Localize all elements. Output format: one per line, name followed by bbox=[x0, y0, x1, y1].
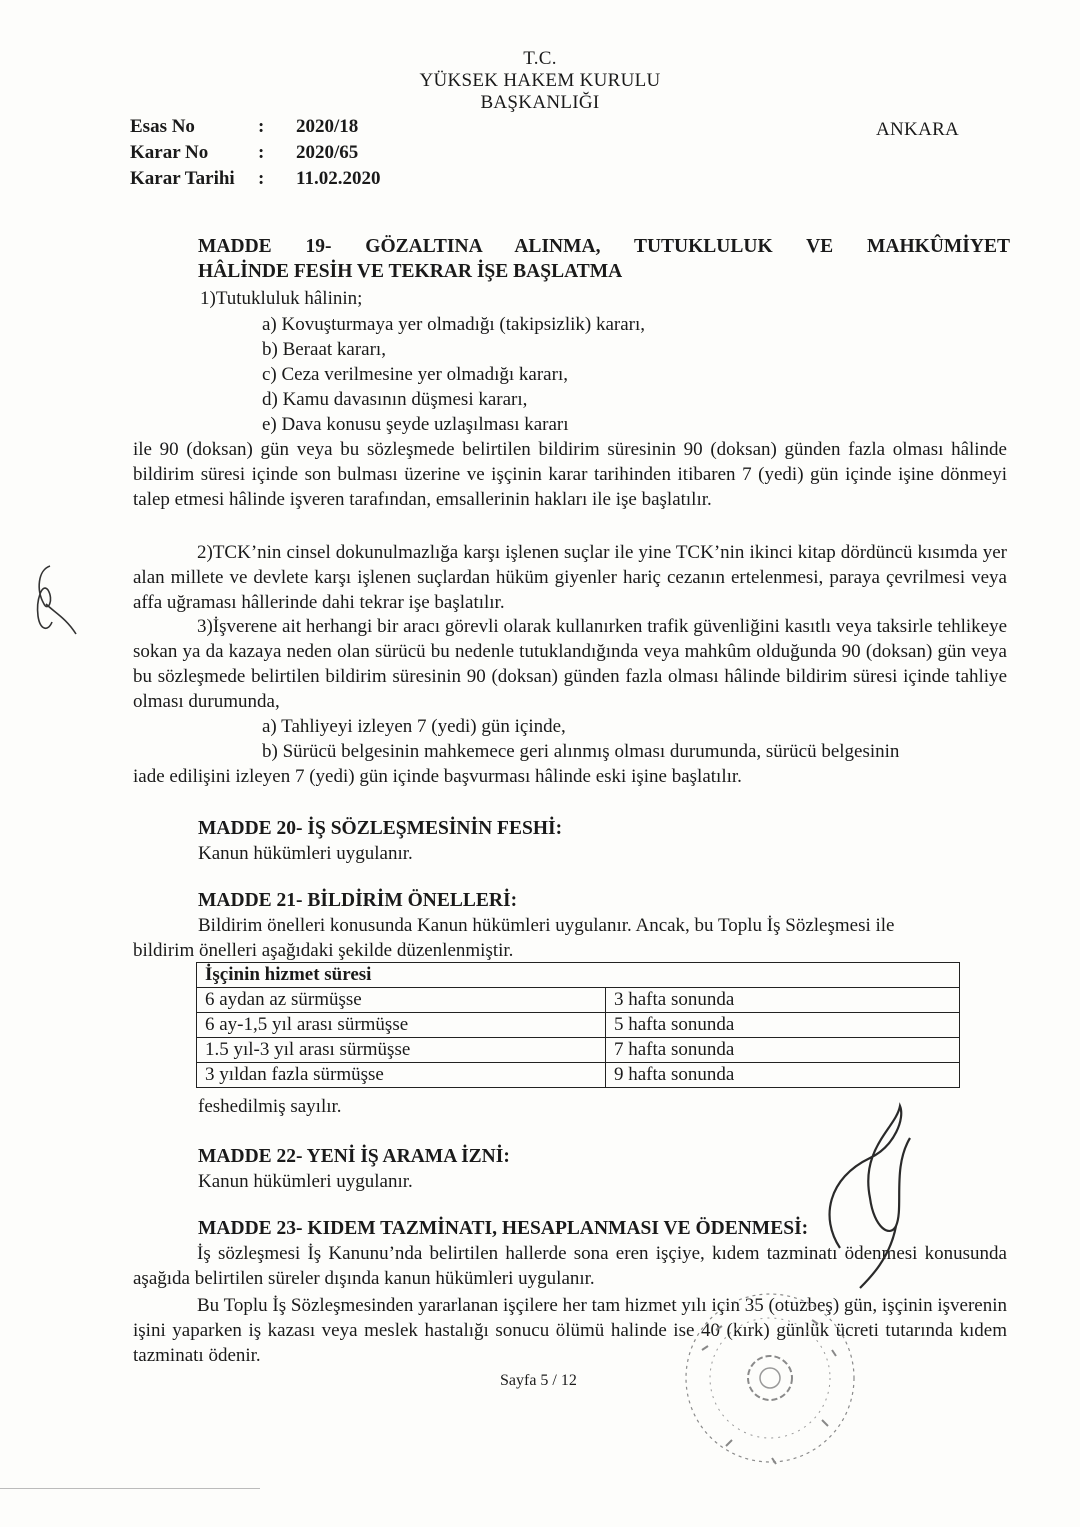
meta-row-esas bbox=[130, 114, 380, 140]
table-row bbox=[197, 1063, 960, 1088]
table-row bbox=[197, 988, 960, 1013]
table-row bbox=[197, 1038, 960, 1063]
table-header-cell: İşçinin hizmet süresi bbox=[197, 963, 960, 988]
handwritten-initial-left bbox=[28, 560, 88, 640]
service-cell: 6 aydan az sürmüşse bbox=[197, 988, 606, 1013]
list-item: e) Dava konusu şeyde uzlaşılması kararı bbox=[262, 414, 569, 435]
article-21-after: feshedilmiş sayılır. bbox=[198, 1096, 342, 1117]
meta-value: 2020/18 bbox=[296, 116, 359, 137]
article-21-body-line-1: Bildirim önelleri konusunda Kanun hükümleri uygulanır. Ancak, bu Toplu İş Sözleşmesi ile bbox=[198, 915, 895, 936]
article-23-p1: İş sözleşmesi İş Kanunu’nda belirtilen hallerde sona eren işçiye, kıdem tazminatı ödenmesi konusunda aşağıda belirtilen süreler dışında kanun hükümleri uygulanır. bbox=[133, 1243, 1007, 1289]
article-19-p2: 2)TCK’nin cinsel dokunulmazlığa karşı işlenen suçlar ile yine TCK’nin ikinci kitap dördüncü kısımda yer alan millete ve devlete karşı işlenen suçlardan hüküm giyenler hariç cezanın ertelenmesi, paraya çevrilmesi veya affa uğraması hâllerinde dahi tekrar işe başlatılır. bbox=[133, 542, 1007, 613]
list-item: c) Ceza verilmesine yer olmadığı kararı, bbox=[262, 364, 568, 385]
article-19-list bbox=[262, 312, 645, 437]
service-cell: 6 ay-1,5 yıl arası sürmüşse bbox=[197, 1013, 606, 1038]
article-21-title: MADDE 21- BİLDİRİM ÖNELLERİ: bbox=[198, 890, 518, 911]
article-23-title: MADDE 23- KIDEM TAZMİNATI, HESAPLANMASI VE ÖDENMESİ: bbox=[198, 1218, 809, 1239]
notice-cell: 7 hafta sonunda bbox=[606, 1038, 960, 1063]
handwritten-signature bbox=[800, 1098, 940, 1298]
article-19-p3b-rest: iade edilişini izleyen 7 (yedi) gün içinde başvurması hâlinde eski işine başlatılır. bbox=[133, 766, 742, 787]
header-line-2: YÜKSEK HAKEM KURULU bbox=[419, 70, 661, 91]
table-row bbox=[197, 1013, 960, 1038]
meta-value: 2020/65 bbox=[296, 142, 359, 163]
article-19-title-line-1: MADDE 19- GÖZALTINA ALINMA, TUTUKLULUK VE MAHKÛMİYET bbox=[198, 236, 1010, 257]
article-19-title-line-2: HÂLİNDE FESİH VE TEKRAR İŞE BAŞLATMA bbox=[198, 261, 623, 282]
article-19-p1-body: ile 90 (doksan) gün veya bu sözleşmede belirtilen bildirim süresinin 90 (doksan) günden fazla olması hâlinde bildirim süresi içinde son bulması üzerine ve işçinin karar tarihinden itibaren 7 (yedi) gün içinde işine dönmeyi talep etmesi hâlinde işveren tarafından, emsallerinin hakları ile işe başlatılır. bbox=[133, 439, 1007, 510]
page-number: Sayfa 5 / 12 bbox=[500, 1372, 577, 1389]
location-label: ANKARA bbox=[876, 119, 960, 140]
meta-row-karar bbox=[130, 140, 380, 166]
header-line-3: BAŞKANLIĞI bbox=[480, 92, 600, 113]
service-cell: 3 yıldan fazla sürmüşse bbox=[197, 1063, 606, 1088]
meta-sep: : bbox=[258, 116, 265, 137]
notice-period-table bbox=[196, 962, 960, 1088]
official-stamp bbox=[672, 1290, 872, 1490]
meta-label: Karar No bbox=[130, 142, 209, 163]
scan-edge-line bbox=[0, 1488, 260, 1489]
meta-row-tarih bbox=[130, 166, 380, 192]
meta-sep: : bbox=[258, 168, 265, 189]
list-item: b) Beraat kararı, bbox=[262, 339, 386, 360]
notice-cell: 3 hafta sonunda bbox=[606, 988, 960, 1013]
list-item: a) Kovuşturmaya yer olmadığı (takipsizlik) kararı, bbox=[262, 314, 646, 335]
article-22-body: Kanun hükümleri uygulanır. bbox=[198, 1171, 413, 1192]
article-19-p3a: a) Tahliyeyi izleyen 7 (yedi) gün içinde, bbox=[262, 716, 566, 737]
meta-label: Karar Tarihi bbox=[130, 168, 235, 189]
service-cell: 1.5 yıl-3 yıl arası sürmüşse bbox=[197, 1038, 606, 1063]
article-21-body-line-2: bildirim önelleri aşağıdaki şekilde düzenlenmiştir. bbox=[133, 940, 514, 961]
header-block bbox=[0, 48, 1080, 114]
article-19-p1-intro: 1)Tutukluluk hâlinin; bbox=[200, 288, 363, 309]
meta-sep: : bbox=[258, 142, 265, 163]
article-19-p3b-first: b) Sürücü belgesinin mahkemece geri alınmış olması durumunda, sürücü belgesinin bbox=[262, 741, 900, 762]
article-19-p3: 3)İşverene ait herhangi bir aracı görevli olarak kullanırken trafik güvenliğini kasıtlı veya taksirle tehlikeye sokan ya da kazaya neden olan sürücü bu nedenle tutuklandığında veya mahkûm olduğunda 90 (doksan) gün veya bu sözleşmede belirtilen bildirim süresinin 90 (doksan) günden fazla olması hâlinde bildirim süresi içinde tahliye olması durumunda, bbox=[133, 616, 1007, 712]
article-20-body: Kanun hükümleri uygulanır. bbox=[198, 843, 413, 864]
case-meta bbox=[130, 114, 380, 192]
meta-label: Esas No bbox=[130, 116, 195, 137]
table-header-row bbox=[197, 963, 960, 988]
meta-value: 11.02.2020 bbox=[296, 168, 381, 189]
article-20-title: MADDE 20- İŞ SÖZLEŞMESİNİN FESHİ: bbox=[198, 818, 563, 839]
list-item: d) Kamu davasının düşmesi kararı, bbox=[262, 389, 528, 410]
article-22-title: MADDE 22- YENİ İŞ ARAMA İZNİ: bbox=[198, 1146, 510, 1167]
notice-cell: 9 hafta sonunda bbox=[606, 1063, 960, 1088]
notice-cell: 5 hafta sonunda bbox=[606, 1013, 960, 1038]
header-line-1: T.C. bbox=[523, 48, 557, 69]
article-23-p2: Bu Toplu İş Sözleşmesinden yararlanan işçilere her tam hizmet yılı için 35 (otuzbeş) gün, işçinin işverenin işini yaparken iş kazası veya meslek hastalığı sonucu ölümü halinde ise 40 (kırk) günlük ücreti tutarında kıdem tazminatı ödenir. bbox=[133, 1295, 1007, 1366]
